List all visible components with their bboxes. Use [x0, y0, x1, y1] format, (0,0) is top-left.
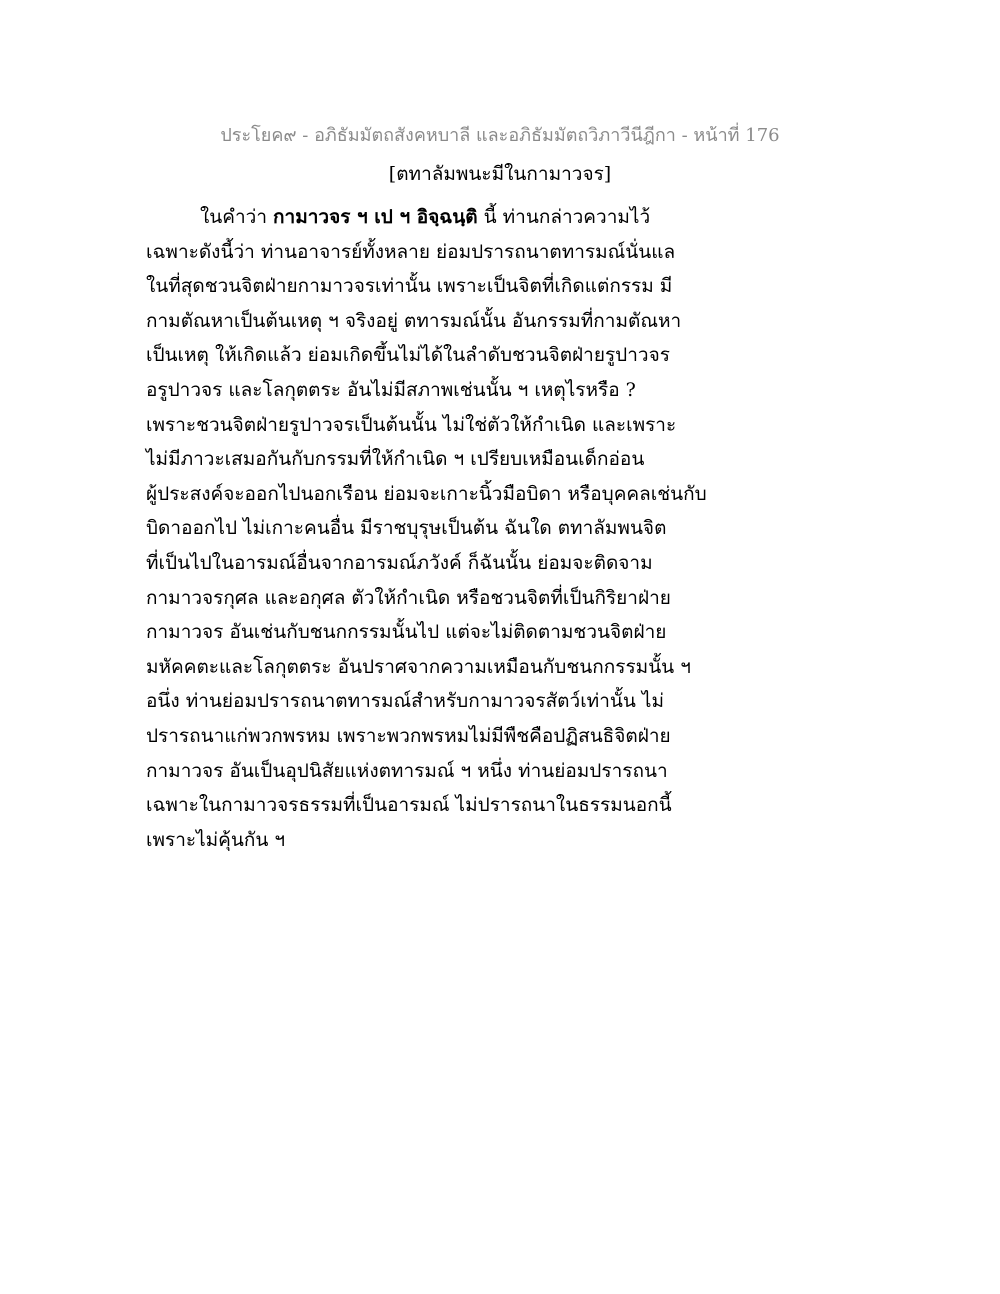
paragraph-line: ในที่สุดชวนจิตฝ่ายกามาวจรเท่านั้น เพราะเป็นจิตที่เกิดแต่กรรม มี	[146, 275, 673, 298]
running-header	[0, 124, 1000, 148]
paragraph-line: อรูปาวจร และโลกุตตระ อันไม่มีสภาพเช่นนั้น ฯ เหตุไรหรือ ?	[146, 378, 636, 401]
paragraph-line: กามาวจรกุศล และอกุศล ตัวให้กำเนิด หรือชวนจิตที่เป็นกิริยาฝ่าย	[146, 586, 671, 609]
paragraph-line: เฉพาะในกามาวจรธรรมที่เป็นอารมณ์ ไม่ปรารถนาในธรรมนอกนี้	[146, 794, 672, 817]
paragraph-line: มหัคคตะและโลกุตตระ อันปราศจากความเหมือนกับชนกกรรมนั้น ฯ	[146, 655, 691, 678]
paragraph-line: ไม่มีภาวะเสมอกันกับกรรมที่ให้กำเนิด ฯ เปรียบเหมือนเด็กอ่อน	[146, 448, 645, 471]
first-line-suffix: นี้ ท่านกล่าวความไว้	[477, 206, 651, 228]
paragraph-line: เฉพาะดังนี้ว่า ท่านอาจารย์ทั้งหลาย ย่อมปรารถนาตทารมณ์นั่นแล	[146, 240, 676, 263]
paragraph-line: ที่เป็นไปในอารมณ์อื่นจากอารมณ์ภวังค์ ก็ฉันนั้น ย่อมจะติดจาม	[146, 551, 653, 574]
running-header-text: ประโยค๙ - อภิธัมมัตถสังคหบาลี และอภิธัมมัตถวิภาวีนีฎีกา - หน้าที่ 176	[220, 125, 780, 146]
section-heading: [ตทาลัมพนะมีในกามาวจร]	[388, 163, 612, 185]
paragraph-line: ปรารถนาแก่พวกพรหม เพราะพวกพรหมไม่มีพืชคือปฏิสนธิจิตฝ่าย	[146, 724, 671, 747]
paragraph-line: เพราะชวนจิตฝ่ายรูปาวจรเป็นต้นนั้น ไม่ใช่ตัวให้กำเนิด และเพราะ	[146, 413, 677, 436]
paragraph-line: เพราะไม่คุ้นกัน ฯ	[146, 828, 286, 851]
bold-term: กามาวจร ฯ เป ฯ อิจฺฉนฺติ	[273, 206, 478, 228]
body-paragraph	[146, 200, 866, 857]
paragraph-line: เป็นเหตุ ให้เกิดแล้ว ย่อมเกิดขึ้นไม่ได้ในลำดับชวนจิตฝ่ายรูปาวจร	[146, 344, 670, 367]
paragraph-line: กามาวจร อันเช่นกับชนกกรรมนั้นไป แต่จะไม่ติดตามชวนจิตฝ่าย	[146, 621, 667, 644]
paragraph-line: อนึ่ง ท่านย่อมปรารถนาตทารมณ์สำหรับกามาวจรสัตว์เท่านั้น ไม่	[146, 690, 664, 713]
paragraph-first-line	[146, 200, 866, 235]
paragraph-line: ผู้ประสงค์จะออกไปนอกเรือน ย่อมจะเกาะนิ้วมือบิดา หรือบุคคลเช่นกับ	[146, 482, 707, 505]
first-line-prefix: ในคำว่า	[200, 206, 274, 228]
paragraph-line: บิดาออกไป ไม่เกาะคนอื่น มีราชบุรุษเป็นต้น ฉันใด ตทาลัมพนจิต	[146, 517, 667, 540]
paragraph-line: กามตัณหาเป็นต้นเหตุ ฯ จริงอยู่ ตทารมณ์นั้น อันกรรมที่กามตัณหา	[146, 309, 682, 332]
paragraph-line: กามาวจร อันเป็นอุปนิสัยแห่งตทารมณ์ ฯ หนึ่ง ท่านย่อมปรารถนา	[146, 759, 668, 782]
